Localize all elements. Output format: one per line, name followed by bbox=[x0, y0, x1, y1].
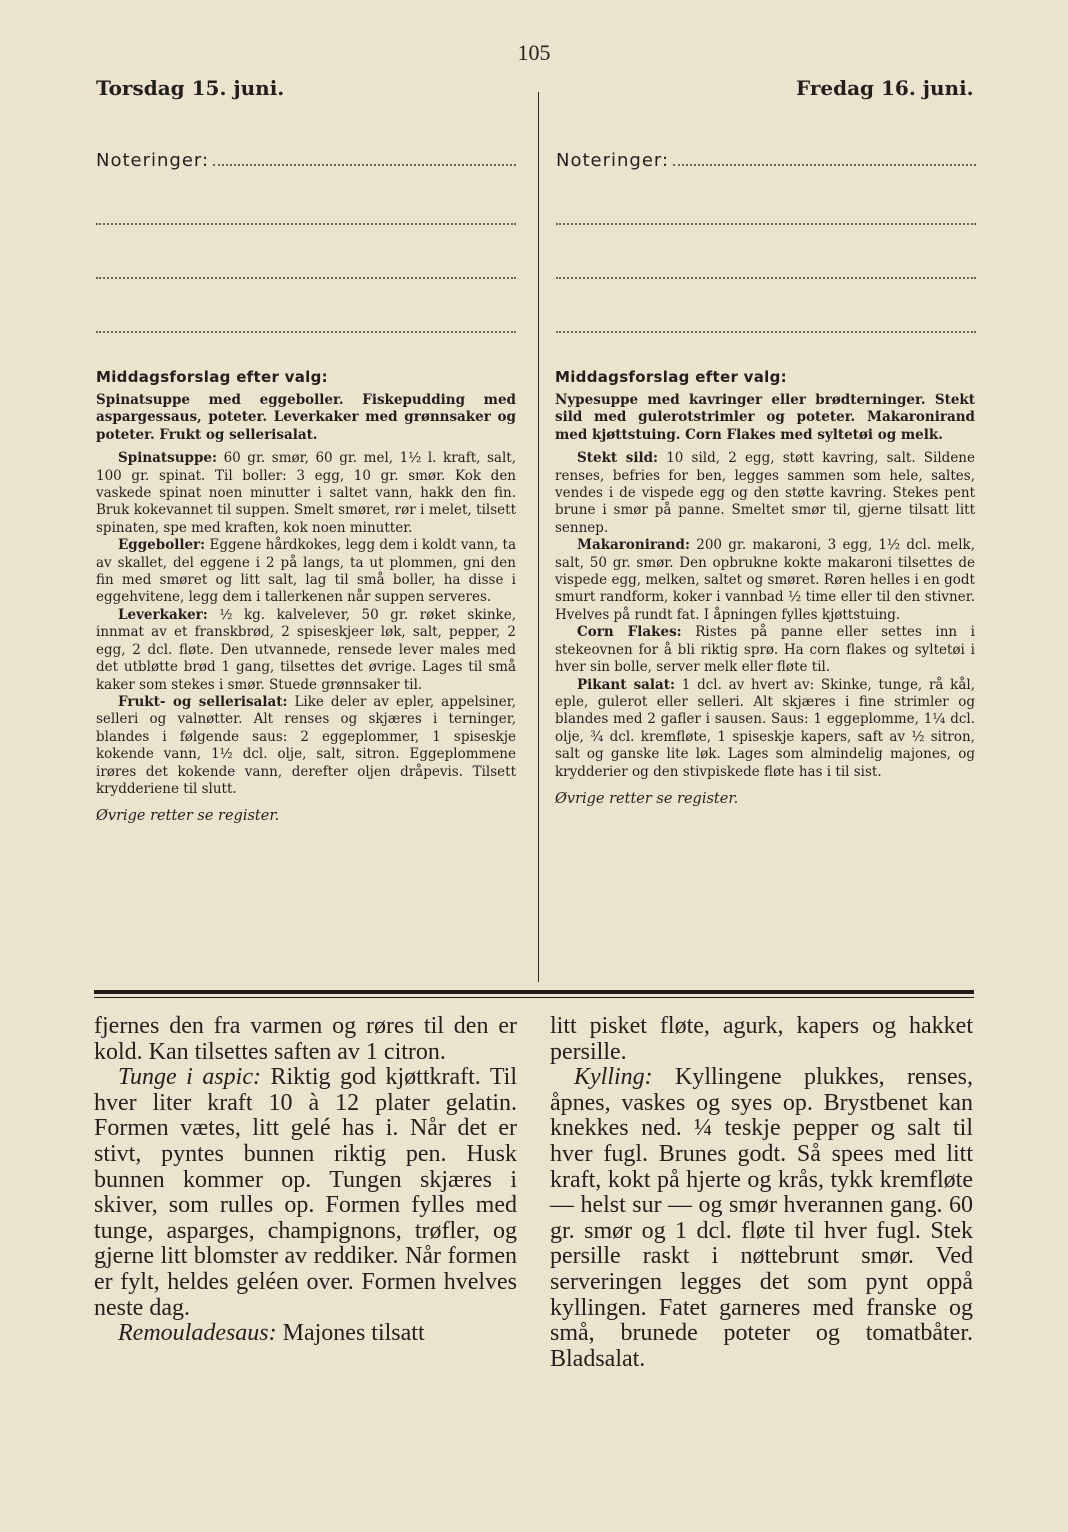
page-number: 105 bbox=[517, 40, 551, 65]
recipe-name: Leverkaker: bbox=[118, 606, 208, 623]
paragraph bbox=[94, 1321, 517, 1347]
recipe bbox=[555, 537, 975, 624]
recipe bbox=[555, 450, 975, 537]
recipe-name: Makaronirand: bbox=[577, 537, 690, 554]
section-rule bbox=[94, 990, 974, 994]
menu-heading: Middagsforslag efter valg: bbox=[96, 368, 328, 386]
recipe-text: 1 dcl. av hvert av: Skinke, tunge, rå kål, eple, gulerot eller selleri. Alt skjæres i fine strimler og blandes med 2 gafler i sausen. Saus: 1 eggeplomme, 1¼ dcl. olje, ¾ dcl. kremfløte, 1 spiseskje kapers, saft av ½ sitron, salt og ganske lite løk. Lages som almindelig majones, og krydderier og den stivpiskede fløte has i til sist. bbox=[555, 676, 976, 780]
menu-heading: Middagsforslag efter valg: bbox=[555, 368, 787, 386]
paragraph bbox=[94, 1065, 517, 1321]
notes-thursday bbox=[96, 150, 516, 333]
recipe bbox=[96, 450, 516, 537]
recipe-text: 200 gr. makaroni, 3 egg, 1½ dcl. melk, salt, 50 gr. smør. Den opbrukne kokte makaroni tilsettes de vispede egg, melken, saltet og smøret. Røren helles i en godt smurt randform, koker i vannbad ½ time eller til den stivner. Hvelves på rundt fat. I åpningen fylles kjøttstuing. bbox=[555, 537, 975, 623]
recipe bbox=[96, 537, 516, 607]
menu-thursday bbox=[96, 368, 516, 824]
recipe-name: Corn Flakes: bbox=[577, 624, 682, 641]
day-title-friday: Fredag 16. juni. bbox=[796, 76, 974, 100]
dotted-line bbox=[96, 330, 516, 333]
recipe-name: Stekt sild: bbox=[577, 450, 659, 467]
recipe-text: 60 gr. smør, 60 gr. mel, 1½ l. kraft, salt, 100 gr. spinat. Til boller: 3 egg, 10 gr. smør. Kok den vaskede spinat noen minutter i saltet vann, hakk den fin. Bruk kokevannet til suppen. Smelt smøret, rør i melet, tilsett spinaten, spe med kraften, kok noen minutter. bbox=[96, 450, 517, 536]
bottom-text-right bbox=[550, 1014, 973, 1372]
recipe-text: Eggene hårdkokes, legg dem i koldt vann, ta av skallet, del eggene i 2 på langs, ta ut plommen, gni den fin med smøret og litt salt, lag til små boller, ha disse i eggehvitene, legg dem i tallerkenen når suppen serveres. bbox=[96, 537, 517, 606]
dish-name: Tunge i aspic: bbox=[118, 1064, 261, 1091]
recipe-name: Frukt- og sellerisalat: bbox=[118, 693, 288, 710]
dotted-line bbox=[556, 330, 976, 333]
dotted-line bbox=[556, 276, 976, 279]
recipe-text: 10 sild, 2 egg, støtt kavring, salt. Sildene renses, befries for ben, legges sammen som hele, saltes, vendes i de vispede egg og den støtte kavring. Stekes pent brune i smør på panne. Smeltet smør til, gjerne tilsatt litt sennep. bbox=[555, 450, 975, 536]
notes-friday bbox=[556, 150, 976, 333]
day-title-thursday: Torsdag 15. juni. bbox=[96, 76, 285, 100]
dish-text: Riktig god kjøttkraft. Til hver liter kraft 10 à 12 plater gelatin. Formen vætes, litt gelé has i. Når det er stivt, pyntes bunnen riktig pen. Husk bunnen kommer op. Tungen skjæres i skiver, som rulles op. Formen fylles med tunge, asparges, champignons, trøfler, og gjerne litt blomster av reddiker. Når formen er fylt, heldes geléen over. Formen hvelves neste dag. bbox=[94, 1064, 517, 1321]
menu-list: Nypesuppe med kavringer eller brødterninger. Stekt sild med gulerotstrimler og poteter. Makaronirand med kjøttstuing. Corn Flakes med syltetøi og melk. bbox=[555, 392, 975, 443]
dotted-line bbox=[96, 222, 516, 225]
menu-list: Spinatsuppe med eggeboller. Fiskepudding med aspargessaus, poteter. Leverkaker med grønnsaker og poteter. Frukt og sellerisalat. bbox=[96, 392, 516, 443]
dish-name: Kylling: bbox=[574, 1064, 653, 1091]
section-rule bbox=[94, 997, 974, 998]
notes-label: Noteringer: bbox=[556, 150, 670, 171]
more-dishes-note: Øvrige retter se register. bbox=[96, 808, 280, 825]
notes-label: Noteringer: bbox=[96, 150, 210, 171]
recipe-text: Ristes på panne eller settes inn i stekeovnen for å bli riktig sprø. Ha corn flakes og syltetøi i hver sin bolle, server melk eller fløte til. bbox=[555, 624, 975, 676]
dish-text: Majones tilsatt bbox=[282, 1320, 425, 1347]
paragraph: fjernes den fra varmen og røres til den er kold. Kan tilsettes saften av 1 citron. bbox=[94, 1013, 517, 1065]
recipe-text: Like deler av epler, appelsiner, selleri og valnøtter. Alt renses og skjæres i terninger, blandes i følgende saus: 2 eggeplommer, 1 spiseskje kokende vann, 1½ dcl. olje, salt, sitron. Eggeplommene irøres det kokende vann, derefter oljen dråpevis. Tilsett krydderiene til slutt. bbox=[96, 693, 516, 797]
dotted-line bbox=[96, 276, 516, 279]
bottom-text-left bbox=[94, 1014, 517, 1347]
dotted-line bbox=[213, 152, 516, 166]
menu-friday bbox=[555, 368, 975, 807]
recipe-name: Eggeboller: bbox=[118, 537, 206, 554]
dish-text: Kyllingene plukkes, renses, åpnes, vaskes og syes op. Brystbenet kan knekkes ned. ¼ teskje pepper og salt til hver fugl. Brunes godt. Så spees med litt kraft, kokt på hjerte og krås, tykk kremfløte — helst sur — og smør hverannen gang. 60 gr. smør og 1 dcl. fløte til hver fugl. Stek persille raskt i nøttebrunt smør. Ved serveringen legges det som pynt oppå kyllingen. Fatet garneres med franske og små, brunede poteter og tomatbåter. Bladsalat. bbox=[550, 1064, 974, 1372]
dotted-line bbox=[556, 222, 976, 225]
recipe bbox=[555, 624, 975, 676]
recipe-text: ½ kg. kalvelever, 50 gr. røket skinke, innmat av et franskbrød, 2 spiseskjeer løk, salt, pepper, 2 egg, 2 dcl. fløte. Den utvannede, rensede lever males med det utbløtte brød 1 gang, tilsettes det øvrige. Lages til små kaker som stekes i smør. Stuede grønnsaker til. bbox=[96, 606, 516, 693]
paragraph bbox=[550, 1065, 973, 1372]
dotted-line bbox=[673, 152, 976, 166]
column-divider bbox=[538, 92, 539, 982]
paragraph: litt pisket fløte, agurk, kapers og hakket persille. bbox=[550, 1013, 973, 1065]
recipe bbox=[555, 677, 975, 781]
recipe bbox=[96, 607, 516, 694]
dish-name: Remouladesaus: bbox=[118, 1320, 277, 1347]
recipe bbox=[96, 694, 516, 798]
recipe-name: Pikant salat: bbox=[577, 676, 676, 693]
recipe-name: Spinatsuppe: bbox=[118, 450, 217, 467]
more-dishes-note: Øvrige retter se register. bbox=[555, 790, 739, 807]
